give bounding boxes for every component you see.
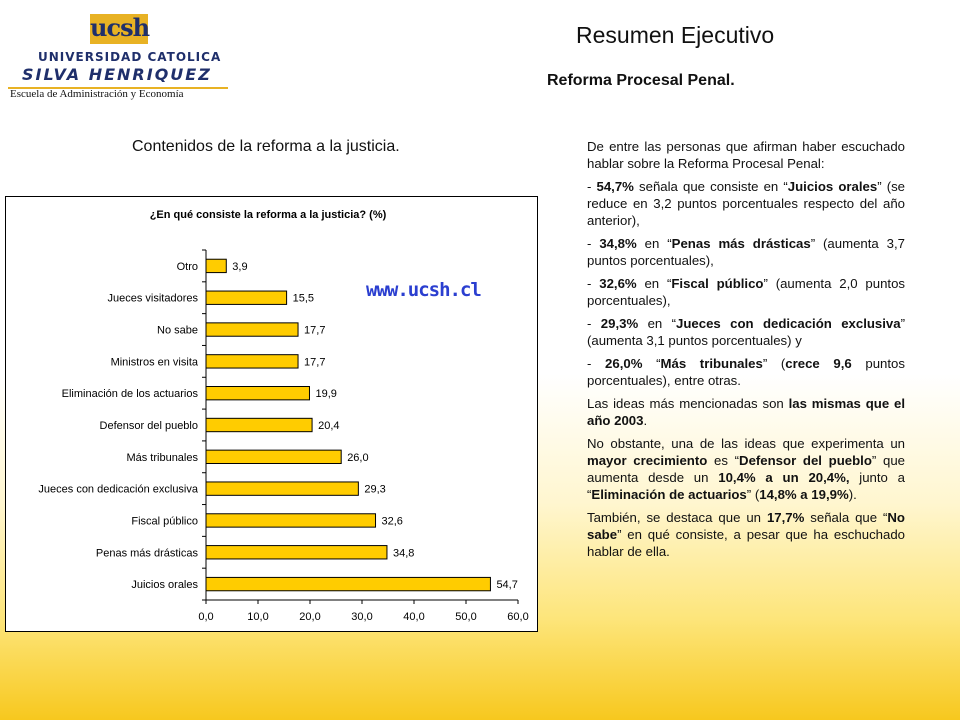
growth-paragraph: No obstante, una de las ideas que experimenta un mayor crecimiento es “Defensor del pueblo” que aumenta desde un 10,4% a un 20,4%, junto a “Eliminación de actuarios” (14,8% a 19,9%). [587, 436, 905, 502]
page-subtitle: Reforma Procesal Penal. [547, 72, 735, 89]
bar [206, 450, 341, 463]
bar [206, 418, 312, 431]
category-label: Otro [176, 260, 198, 273]
value-label: 3,9 [232, 260, 248, 273]
category-label: Defensor del pueblo [99, 420, 198, 432]
x-tick-label: 10,0 [247, 611, 269, 623]
bar [206, 514, 376, 527]
bar [206, 577, 490, 590]
logo-university-subname: SILVA HENRIQUEZ [22, 65, 212, 84]
finding-jueces: - 29,3% en “Jueces con dedicación exclusiva” (aumenta 3,1 puntos porcentuales) y [587, 316, 906, 348]
value-label: 17,7 [304, 324, 326, 337]
finding-penas: - 34,8% en “Penas más drásticas” (aumenta 3,7 puntos porcentuales), [587, 236, 906, 268]
category-label: Fiscal público [131, 515, 198, 528]
school-name: Escuela de Administración y Economía [10, 88, 184, 100]
bar-chart [6, 197, 539, 633]
value-label: 34,8 [392, 547, 415, 560]
university-logo [8, 12, 240, 104]
value-label: 32,6 [381, 515, 403, 528]
bar [206, 546, 387, 559]
value-label: 15,5 [292, 292, 315, 305]
x-tick-label: 40,0 [403, 611, 425, 623]
x-tick-label: 60,0 [507, 611, 529, 623]
value-label: 17,7 [304, 356, 326, 369]
chart-title: ¿En qué consiste la reforma a la justicia? (%) [149, 209, 387, 221]
bar [206, 291, 287, 304]
value-label: 20,4 [318, 420, 340, 432]
x-tick-label: 50,0 [455, 611, 477, 623]
value-label: 54,7 [496, 579, 518, 592]
x-tick-label: 20,0 [299, 611, 321, 623]
bar [206, 323, 298, 336]
logo-abbreviation: ucsh [90, 13, 150, 42]
finding-fiscal: - 32,6% en “Fiscal público” (aumenta 2,0 puntos porcentuales), [587, 276, 906, 308]
summary-text [587, 138, 905, 566]
category-label: Eliminación de los actuarios [61, 388, 198, 401]
page-title: Resumen Ejecutivo [576, 22, 775, 48]
bar [206, 482, 358, 495]
category-label: Juicios orales [131, 579, 198, 592]
no-sabe-paragraph: También, se destaca que un 17,7% señala que “No sabe” en qué consiste, a pesar que ha eschuchado hablar de ella. [587, 510, 905, 559]
bar [206, 387, 309, 400]
value-label: 19,9 [315, 388, 337, 401]
chart-section-heading: Contenidos de la reforma a la justicia. [132, 138, 400, 155]
finding-tribunales: - 26,0% “Más tribunales” (crece 9,6 puntos porcentuales), entre otras. [587, 356, 905, 388]
bar [206, 259, 226, 272]
category-label: Penas más drásticas [95, 547, 198, 560]
category-label: Más tribunales [126, 451, 198, 464]
website-label: www.ucsh.cl [366, 279, 481, 301]
value-label: 26,0 [347, 451, 369, 464]
category-label: Ministros en visita [110, 356, 198, 369]
logo-university-name: UNIVERSIDAD CATOLICA [38, 50, 222, 64]
bar [206, 355, 298, 368]
category-label: No sabe [157, 324, 198, 337]
intro-paragraph: De entre las personas que afirman haber escuchado hablar sobre la Reforma Procesal Penal: [587, 139, 905, 171]
category-label: Jueces con dedicación exclusiva [38, 483, 198, 496]
finding-juicios-orales: - 54,7% señala que consiste en “Juicios orales” (se reduce en 3,2 puntos porcentuales respecto del año anterior), [587, 179, 906, 228]
x-tick-label: 30,0 [351, 611, 373, 623]
value-label: 29,3 [364, 483, 386, 496]
category-label: Jueces visitadores [107, 292, 198, 305]
chart-frame [5, 196, 538, 632]
x-tick-label: 0,0 [198, 611, 214, 623]
same-ideas-paragraph: Las ideas más mencionadas son las mismas que el año 2003. [587, 396, 905, 428]
